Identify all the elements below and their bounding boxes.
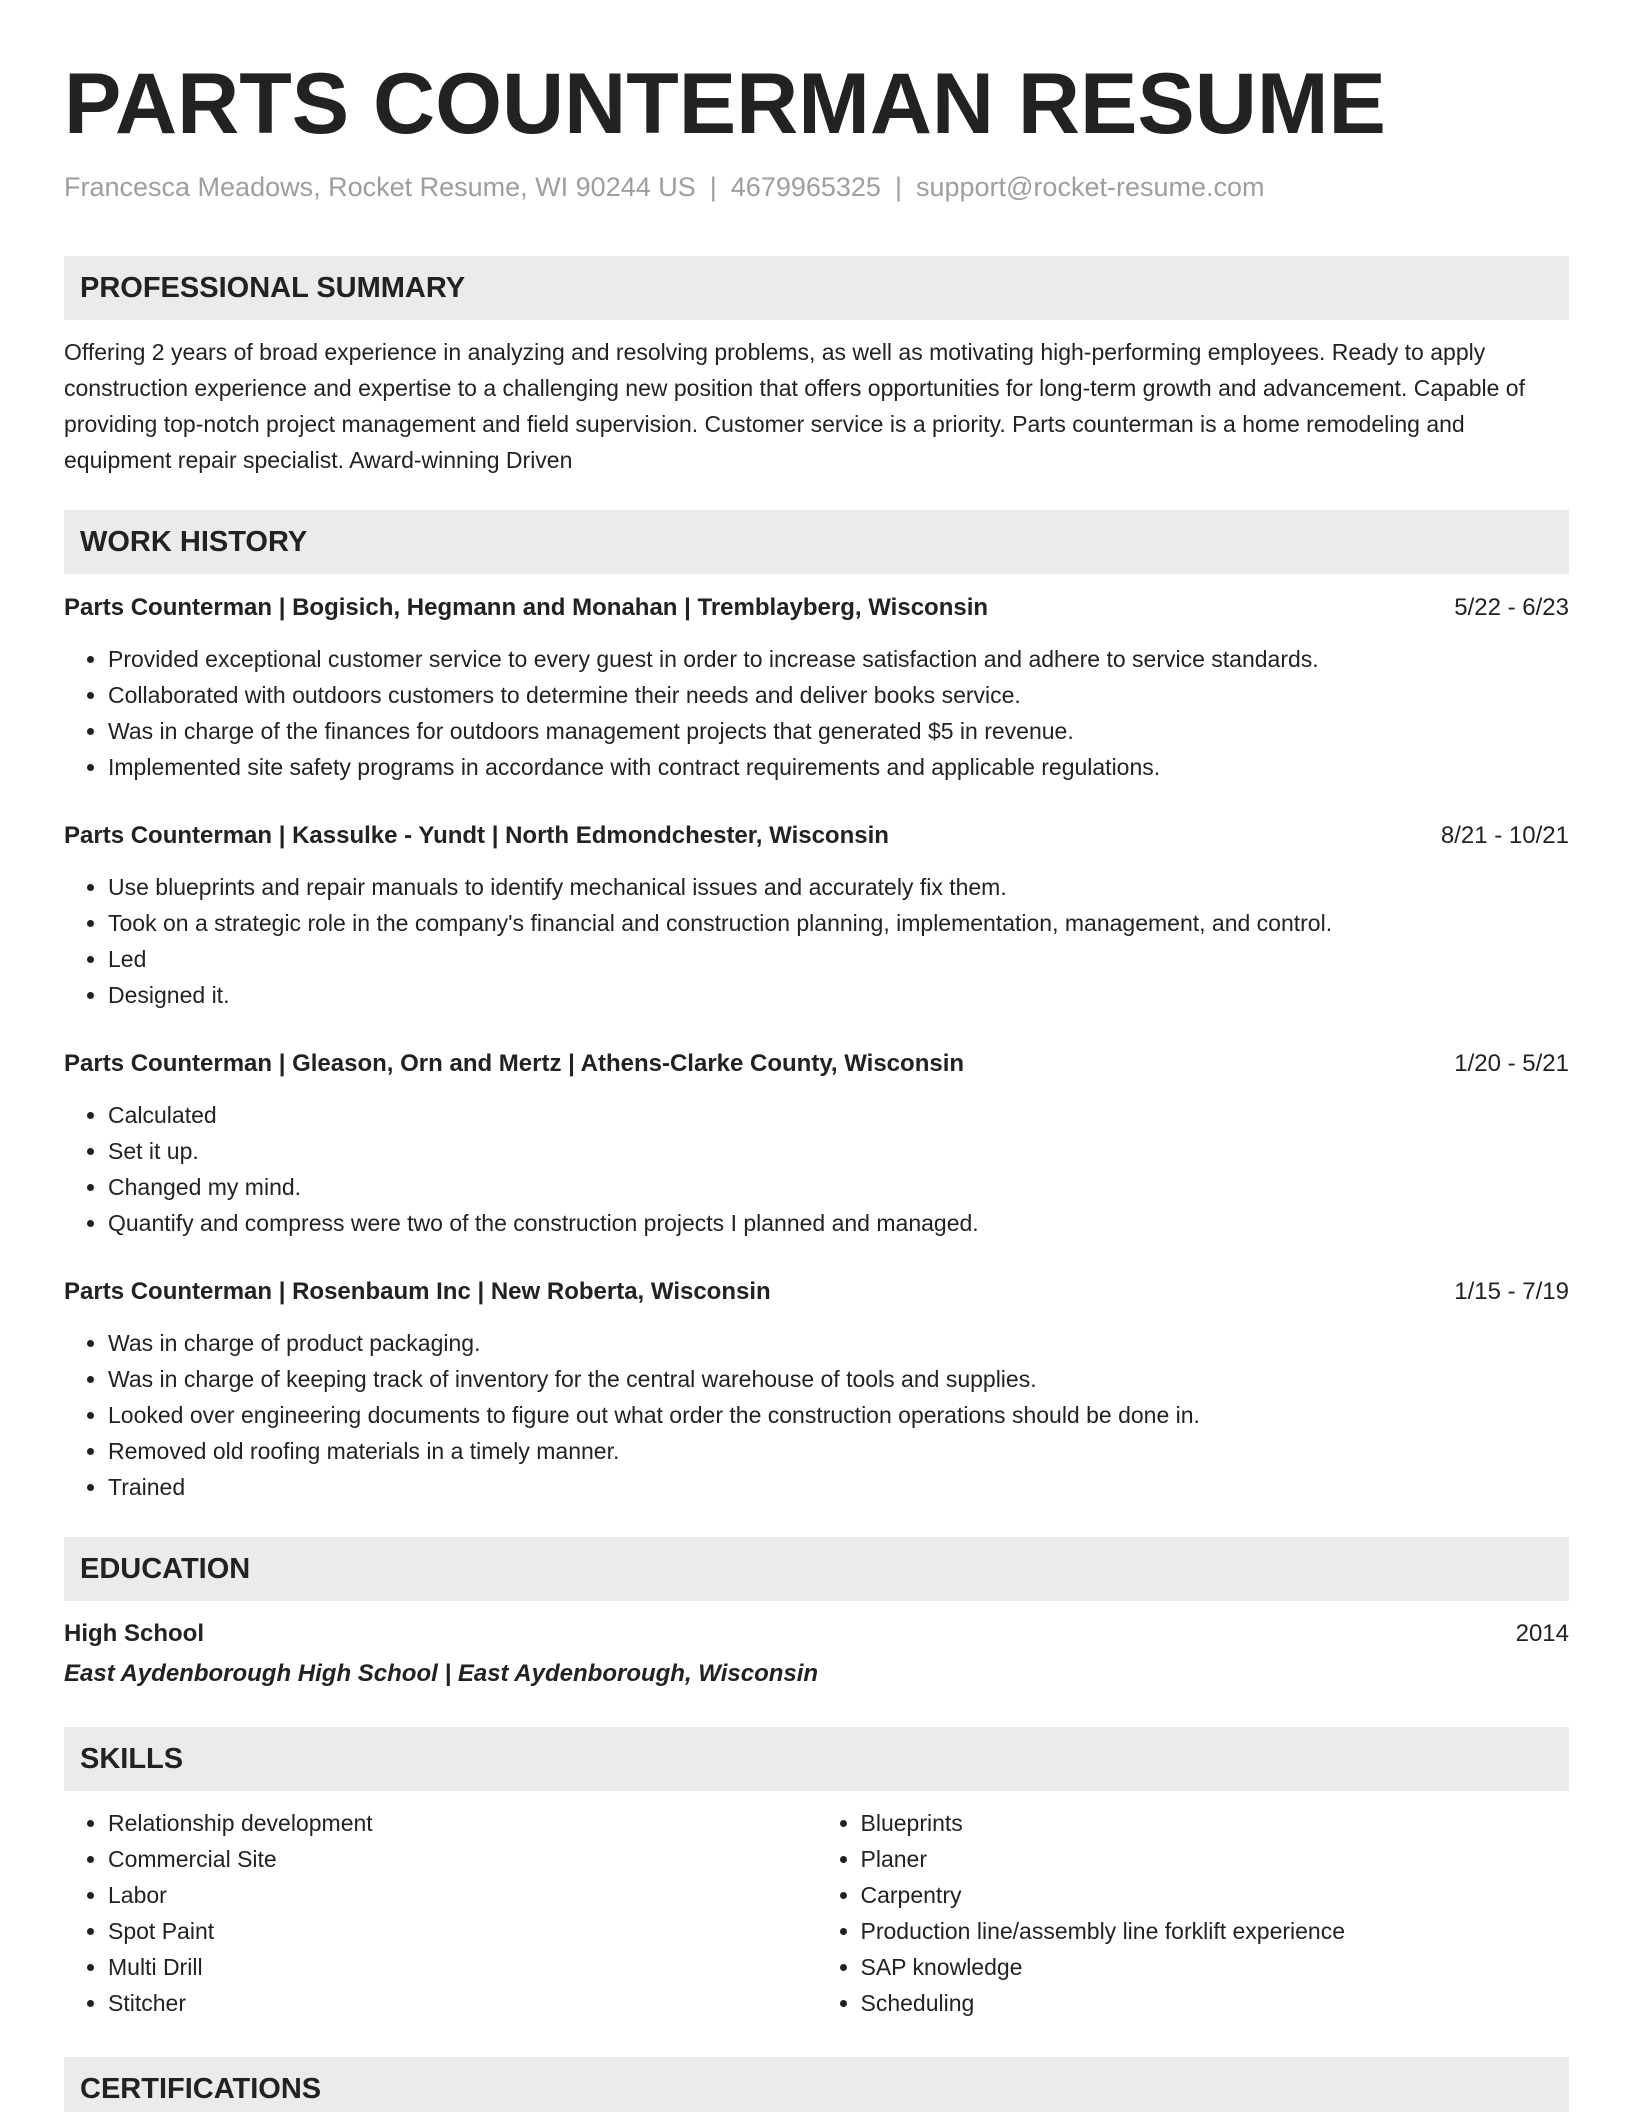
job-dates: 1/15 - 7/19 [1454, 1278, 1569, 1305]
job-title: Parts Counterman | Gleason, Orn and Mertz | Athens-Clarke County, Wisconsin [64, 1050, 965, 1077]
job-header [64, 819, 1569, 853]
job-header [64, 1047, 1569, 1081]
summary-text: Offering 2 years of broad experience in analyzing and resolving problems, as well as motivating high-performing employees. Ready to apply construction experience and expertise to a challenging new position that offers opportunities for long-term growth and advancement. Capable of providing top-notch project management and field supervision. Customer service is a priority. Parts counterman is a home remodeling and equipment repair specialist. Award-winning Driven [64, 339, 1525, 473]
job-dates: 1/20 - 5/21 [1454, 1050, 1569, 1077]
skill-item: • Labor [108, 1877, 817, 1913]
job-bullets [64, 869, 1569, 1013]
section-header-education: EDUCATION [64, 1537, 1569, 1601]
resume-title: PARTS COUNTERMAN RESUME [64, 56, 1386, 152]
job-bullet: • Calculated [108, 1097, 1569, 1133]
skills-column-left [64, 1805, 817, 2021]
job-bullets [64, 1097, 1569, 1241]
job-entry [64, 819, 1569, 1013]
job-dates: 8/21 - 10/21 [1440, 822, 1569, 849]
skill-item: • Production line/assembly line forklift experience [861, 1913, 1570, 1949]
job-bullet: • Was in charge of product packaging. [108, 1325, 1569, 1361]
skills-grid [64, 1805, 1569, 2021]
education-year: 2014 [1515, 1620, 1569, 1647]
job-bullet: • Looked over engineering documents to figure out what order the construction operations should be done in. [108, 1397, 1569, 1433]
job-bullet: • Collaborated with outdoors customers to determine their needs and deliver books service. [108, 677, 1569, 713]
job-bullet: • Provided exceptional customer service to every guest in order to increase satisfaction and adhere to service standards. [108, 641, 1569, 677]
job-header [64, 591, 1569, 625]
job-bullets [64, 641, 1569, 785]
contact-phone: 4679965325 [730, 172, 881, 202]
job-entry [64, 591, 1569, 785]
job-title: Parts Counterman | Bogisich, Hegmann and Monahan | Tremblayberg, Wisconsin [64, 594, 989, 621]
job-bullet: • Quantify and compress were two of the construction projects I planned and managed. [108, 1205, 1569, 1241]
job-bullet: • Removed old roofing materials in a timely manner. [108, 1433, 1569, 1469]
job-title: Parts Counterman | Rosenbaum Inc | New Roberta, Wisconsin [64, 1278, 771, 1305]
job-bullet: • Was in charge of the finances for outdoors management projects that generated $5 in revenue. [108, 713, 1569, 749]
skill-item: • Stitcher [108, 1985, 817, 2021]
section-header-summary: PROFESSIONAL SUMMARY [64, 256, 1569, 320]
job-bullets [64, 1325, 1569, 1505]
skill-item: • Commercial Site [108, 1841, 817, 1877]
job-bullet: • Designed it. [108, 977, 1569, 1013]
skill-item: • Blueprints [861, 1805, 1570, 1841]
education-header [64, 1617, 1569, 1651]
job-bullet: • Implemented site safety programs in accordance with contract requirements and applicable regulations. [108, 749, 1569, 785]
job-bullet: • Trained [108, 1469, 1569, 1505]
skills-column-right [817, 1805, 1570, 2021]
education-school: East Aydenborough High School | East Aydenborough, Wisconsin [64, 1660, 819, 1687]
contact-email: support@rocket-resume.com [915, 172, 1265, 202]
skill-item: • Relationship development [108, 1805, 817, 1841]
skill-item: • Carpentry [861, 1877, 1570, 1913]
job-list [64, 591, 1569, 1505]
job-bullet: • Led [108, 941, 1569, 977]
skill-item: • SAP knowledge [861, 1949, 1570, 1985]
section-header-skills: SKILLS [64, 1727, 1569, 1791]
job-bullet: • Set it up. [108, 1133, 1569, 1169]
job-entry [64, 1275, 1569, 1505]
job-bullet: • Took on a strategic role in the company's financial and construction planning, implementation, management, and control. [108, 905, 1569, 941]
job-bullet: • Use blueprints and repair manuals to identify mechanical issues and accurately fix them. [108, 869, 1569, 905]
contact-line [64, 170, 1569, 204]
contact-separator: | [709, 172, 717, 202]
section-header-work-history: WORK HISTORY [64, 510, 1569, 574]
education-degree: High School [64, 1620, 204, 1647]
section-header-certifications: CERTIFICATIONS [64, 2057, 1569, 2112]
skill-item: • Spot Paint [108, 1913, 817, 1949]
job-title: Parts Counterman | Kassulke - Yundt | North Edmondchester, Wisconsin [64, 822, 889, 849]
skill-item: • Multi Drill [108, 1949, 817, 1985]
job-dates: 5/22 - 6/23 [1454, 594, 1569, 621]
job-bullet: • Changed my mind. [108, 1169, 1569, 1205]
skill-item: • Scheduling [861, 1985, 1570, 2021]
job-entry [64, 1047, 1569, 1241]
contact-address: Francesca Meadows, Rocket Resume, WI 90244 US [64, 172, 696, 202]
job-bullet: • Was in charge of keeping track of inventory for the central warehouse of tools and supplies. [108, 1361, 1569, 1397]
contact-separator: | [894, 172, 902, 202]
job-header [64, 1275, 1569, 1309]
skill-item: • Planer [861, 1841, 1570, 1877]
